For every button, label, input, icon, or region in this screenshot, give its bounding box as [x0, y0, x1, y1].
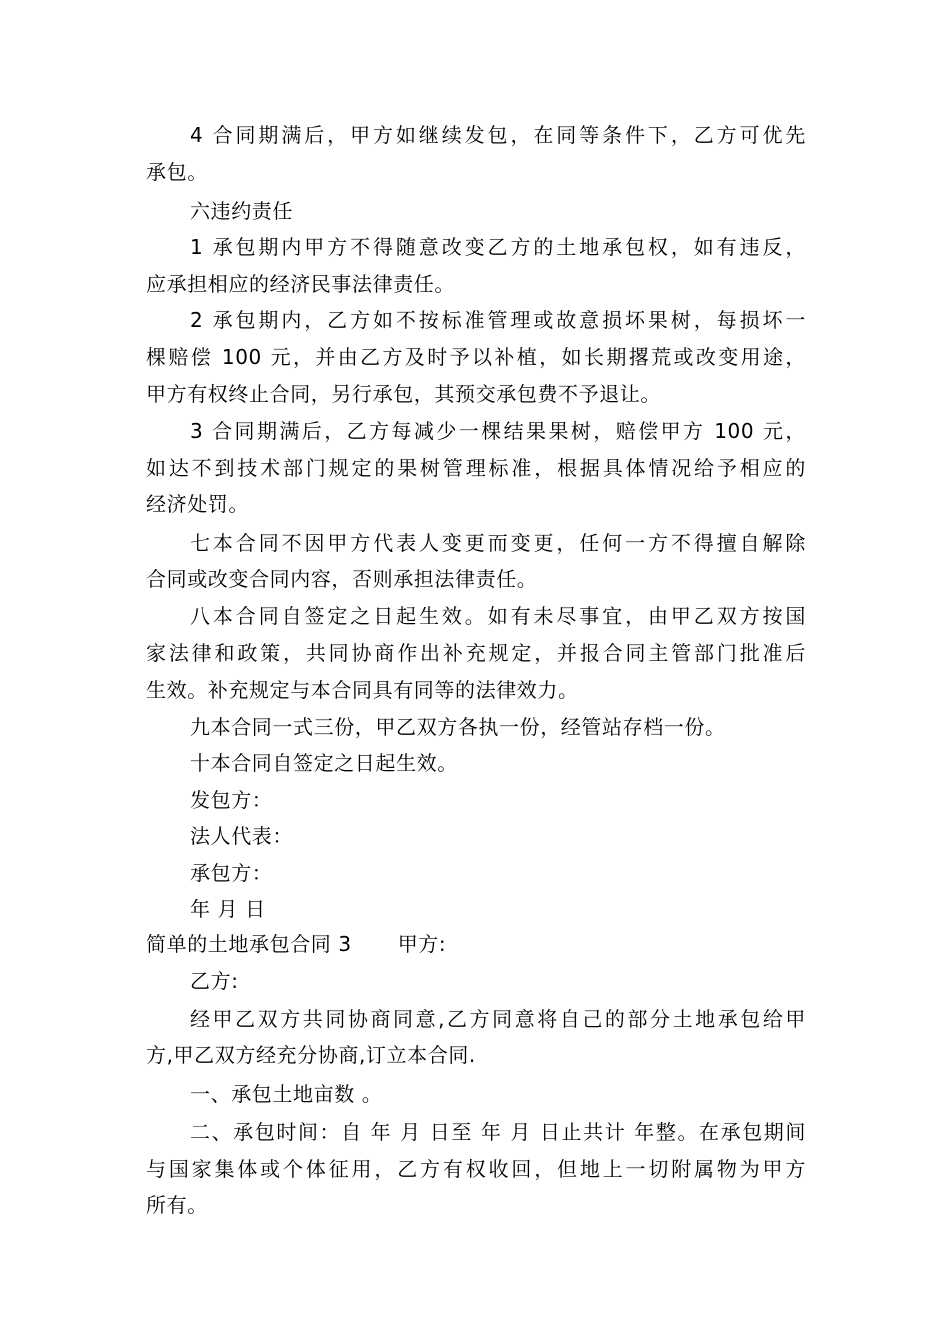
section-heading: 六违约责任 — [190, 199, 293, 223]
paragraph-line: 如达不到技术部门规定的果树管理标准，根据具体情况给予相应的 — [146, 456, 806, 480]
signature-label-legal-rep: 法人代表： — [190, 824, 293, 848]
party-b-label: 乙方: — [190, 969, 239, 993]
paragraph-line: 经济处罚。 — [146, 492, 249, 516]
party-a-label: 甲方: — [397, 932, 447, 956]
paragraph-line: 甲方有权终止合同，另行承包，其预交承包费不予退让。 — [146, 382, 661, 406]
paragraph-line: 经甲乙双方共同协商同意,乙方同意将自己的部分土地承包给甲 — [190, 1007, 806, 1031]
paragraph-line: 七本合同不因甲方代表人变更而变更，任何一方不得擅自解除 — [190, 531, 806, 555]
paragraph-line: 方,甲乙双方经充分协商,订立本合同. — [146, 1043, 476, 1067]
paragraph-line: 棵赔偿 100 元，并由乙方及时予以补植，如长期撂荒或改变用途， — [146, 345, 806, 369]
contract-title-row — [146, 930, 826, 958]
paragraph-line: 应承担相应的经济民事法律责任。 — [146, 272, 455, 296]
paragraph-line: 八本合同自签定之日起生效。如有未尽事宜，由甲乙双方按国 — [190, 604, 806, 628]
paragraph-line: 生效。补充规定与本合同具有同等的法律效力。 — [146, 678, 579, 702]
paragraph-line: 所有。 — [146, 1193, 208, 1217]
paragraph-line: 与国家集体或个体征用，乙方有权收回，但地上一切附属物为甲方 — [146, 1157, 806, 1181]
paragraph-line: 九本合同一式三份，甲乙双方各执一份，经管站存档一份。 — [190, 715, 726, 739]
paragraph-line: 十本合同自签定之日起生效。 — [190, 751, 458, 775]
paragraph-line: 合同或改变合同内容，否则承担法律责任。 — [146, 567, 538, 591]
paragraph-line: 1 承包期内甲方不得随意改变乙方的土地承包权，如有违反， — [190, 235, 806, 259]
signature-label-contractor: 承包方： — [190, 861, 273, 885]
paragraph-line: 家法律和政策，共同协商作出补充规定，并报合同主管部门批准后 — [146, 641, 806, 665]
signature-date: 年 月 日 — [190, 897, 266, 921]
paragraph-line: 4 合同期满后，甲方如继续发包，在同等条件下，乙方可优先 — [190, 123, 806, 147]
paragraph-line: 承包。 — [146, 160, 208, 184]
signature-label-issuer: 发包方： — [190, 788, 273, 812]
contract-title: 简单的土地承包合同 3 — [146, 932, 352, 956]
paragraph-line: 2 承包期内，乙方如不按标准管理或故意损坏果树，每损坏一 — [190, 308, 806, 332]
clause-heading: 一、承包土地亩数 。 — [190, 1082, 383, 1106]
paragraph-line: 3 合同期满后，乙方每减少一棵结果果树，赔偿甲方 100 元， — [190, 419, 806, 443]
paragraph-line: 二、承包时间：自 年 月 日至 年 月 日止共计 年整。在承包期间 — [190, 1120, 806, 1144]
